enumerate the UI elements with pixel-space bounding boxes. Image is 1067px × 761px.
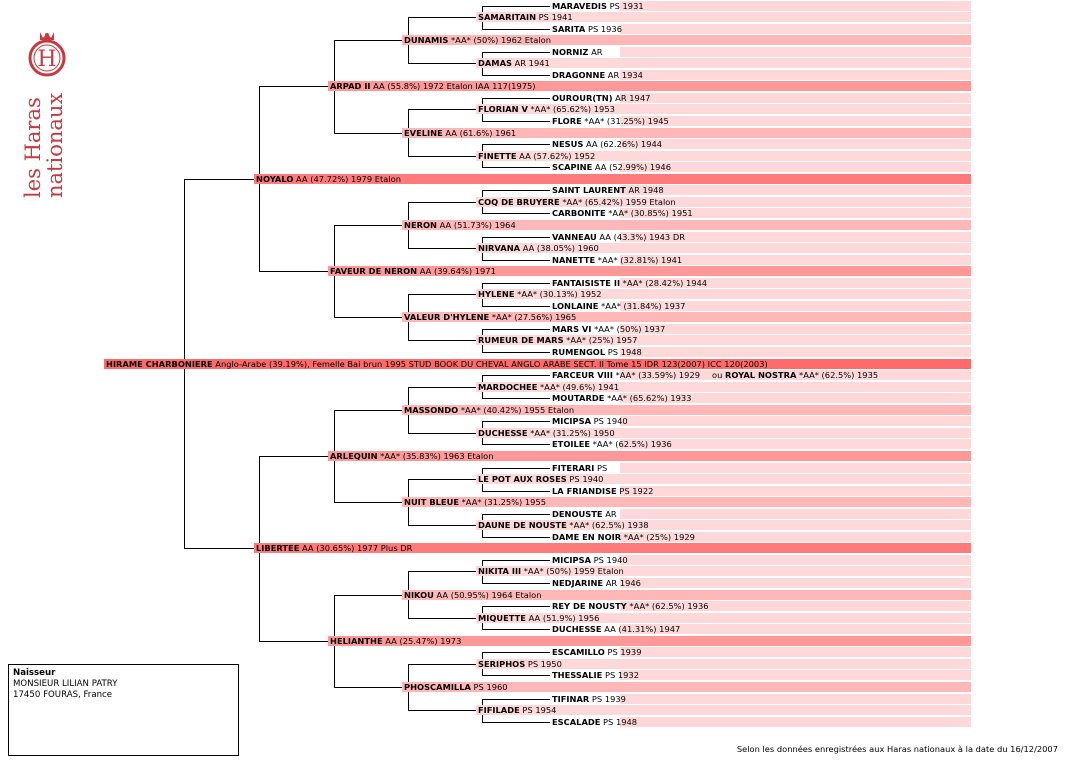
horse-bar-dsdsd bbox=[620, 486, 971, 496]
horse-label-ddddd[interactable] bbox=[550, 716, 637, 728]
horse-name: DUCHESSE bbox=[478, 427, 528, 438]
connector-to-sire bbox=[184, 179, 254, 180]
horse-info: AA (62.26%) 1944 bbox=[583, 139, 663, 150]
alternate-sire-info: *AA* (62.5%) 1935 bbox=[796, 370, 879, 381]
horse-name: FIFILADE bbox=[478, 705, 520, 716]
connector-to-dam bbox=[482, 29, 550, 30]
horse-label-sdsdd[interactable] bbox=[550, 254, 682, 266]
connector-to-dam bbox=[482, 306, 550, 307]
horse-name: DRAGONNE bbox=[552, 69, 606, 80]
horse-name: MARAVEDIS bbox=[552, 0, 607, 11]
horse-bar-dddsd bbox=[620, 670, 971, 680]
horse-label-s[interactable] bbox=[254, 173, 401, 185]
horse-label-ddssd[interactable] bbox=[550, 577, 641, 589]
horse-label-sds[interactable] bbox=[402, 219, 516, 231]
horse-bar-ddddd bbox=[620, 717, 971, 727]
horse-name: VANNEAU bbox=[552, 231, 597, 242]
horse-info: PS 1948 bbox=[605, 347, 642, 357]
horse-info: Anglo-Arabe (39.19%), Femelle Bai brun 1995 STUD BOOK DU CHEVAL ANGLO ARABE SECT. II Tome 15 IDR 123(2007) ICC 120(2003) bbox=[212, 358, 768, 369]
horse-info: PS 1940 bbox=[566, 474, 604, 485]
horse-name: FLORE bbox=[552, 116, 582, 126]
horse-name: REY DE NOUSTY bbox=[552, 601, 627, 612]
connector-to-sire bbox=[482, 52, 550, 53]
connector-to-sire bbox=[482, 560, 550, 561]
horse-name: PHOSCAMILLA bbox=[404, 681, 471, 692]
horse-label-ssds[interactable] bbox=[476, 103, 615, 115]
horse-name: HIRAME CHARBONIERE bbox=[106, 358, 213, 369]
horse-name: MIQUETTE bbox=[478, 612, 526, 623]
horse-info: AR 1947 bbox=[612, 92, 651, 103]
connector-to-dam bbox=[259, 271, 328, 272]
connector-to-dam bbox=[482, 213, 550, 214]
horse-info: AA (57.62%) 1952 bbox=[516, 150, 596, 161]
horse-bar-sssss bbox=[620, 1, 971, 11]
connector-to-dam bbox=[408, 710, 476, 711]
horse-info: *AA* (33.59%) 1929 bbox=[612, 370, 701, 381]
horse-bar-dssds bbox=[620, 416, 971, 426]
horse-bar-ddsss bbox=[620, 555, 971, 565]
logo-line-2: nationaux bbox=[43, 92, 67, 198]
horse-info: AA (38.05%) 1960 bbox=[520, 243, 599, 254]
horse-label-dsssd[interactable] bbox=[550, 392, 691, 404]
horse-name: DUCHESSE bbox=[552, 624, 602, 635]
horse-label-sdddd[interactable] bbox=[550, 346, 642, 358]
horse-info: PS 1960 bbox=[470, 681, 508, 692]
horse-info: PS 1939 bbox=[604, 647, 642, 658]
horse-name: VALEUR D'HYLENE bbox=[404, 312, 490, 323]
connector-to-dam bbox=[408, 340, 476, 341]
horse-label-ss[interactable] bbox=[328, 80, 536, 92]
connector-to-sire bbox=[408, 294, 476, 295]
horse-info: *AA* (62.5%) 1936 bbox=[590, 439, 672, 450]
horse-name: LA FRIANDISE bbox=[552, 485, 617, 496]
horse-label-sdsd[interactable] bbox=[476, 242, 599, 254]
connector-to-sire bbox=[408, 387, 476, 388]
horse-info: PS 1950 bbox=[525, 658, 562, 669]
horse-name: NIRVANA bbox=[478, 243, 521, 254]
horse-info: *AA* (31.25%) 1955 bbox=[459, 497, 547, 508]
horse-name: SARITA bbox=[552, 23, 586, 34]
alternate-sire-prefix: ou bbox=[712, 370, 725, 381]
horse-bar-dddds bbox=[620, 694, 971, 704]
horse-name: FAVEUR DE NERON bbox=[330, 266, 418, 277]
horse-info: AA (30.65%) 1977 Plus DR bbox=[299, 543, 413, 554]
horse-label-sdss[interactable] bbox=[476, 196, 676, 208]
breeder-address: 17450 FOURAS, France bbox=[13, 690, 113, 700]
horse-bar-sdsss bbox=[620, 185, 971, 195]
horse-label-dsdss[interactable] bbox=[550, 462, 607, 474]
connector-to-dam bbox=[482, 722, 550, 723]
horse-label-dd[interactable] bbox=[328, 635, 461, 647]
horse-info: PS 1940 bbox=[591, 554, 628, 565]
connector-to-sire bbox=[259, 456, 328, 457]
connector-to-dam bbox=[408, 433, 476, 434]
horse-bar-dssdd bbox=[620, 439, 971, 449]
horse-label-ddds[interactable] bbox=[476, 658, 562, 670]
horse-info: AA (47.72%) 1979 Etalon bbox=[293, 173, 401, 184]
horse-label-sdssd[interactable] bbox=[550, 207, 693, 219]
horse-info: PS 1936 bbox=[585, 23, 622, 34]
connector-to-dam bbox=[408, 618, 476, 619]
horse-label-sssds[interactable] bbox=[550, 46, 603, 58]
horse-label-d[interactable] bbox=[254, 542, 412, 554]
horse-name: MARDOCHEE bbox=[478, 381, 538, 392]
horse-bar-ddssd bbox=[620, 578, 971, 588]
horse-info: AA (50.95%) 1964 Etalon bbox=[433, 589, 542, 600]
horse-name: ESCALADE bbox=[552, 716, 601, 727]
horse-label-sdsss[interactable] bbox=[550, 184, 664, 196]
connector-to-sire bbox=[482, 283, 550, 284]
horse-name: FITERARI bbox=[552, 462, 595, 473]
data-source-footer: Selon les données enregistrées aux Haras nationaux à la date du 16/12/2007 bbox=[736, 744, 1058, 754]
horse-bar-sdddd bbox=[620, 347, 971, 357]
connector-to-dam bbox=[408, 525, 476, 526]
logo-letter: H bbox=[37, 47, 57, 72]
connector-to-sire bbox=[334, 595, 402, 596]
horse-label-dsdds[interactable] bbox=[550, 508, 617, 520]
horse-label-ssdd[interactable] bbox=[476, 150, 595, 162]
connector-to-sire bbox=[408, 664, 476, 665]
horse-name: ARLEQUIN bbox=[330, 450, 378, 461]
horse-info: AR 1934 bbox=[605, 69, 643, 80]
alternate-sire-name: ROYAL NOSTRA bbox=[725, 370, 797, 381]
horse-name: DUNAMIS bbox=[404, 35, 449, 46]
horse-info: *AA* (65.62%) 1933 bbox=[604, 393, 692, 404]
horse-name: FINETTE bbox=[478, 150, 517, 161]
horse-name: NUIT BLEUE bbox=[404, 497, 459, 508]
horse-label-sssdd[interactable] bbox=[550, 69, 643, 81]
connector-to-sire bbox=[482, 375, 550, 376]
horse-name: FARCEUR VIII bbox=[552, 370, 613, 381]
horse-bar-ssssd bbox=[620, 24, 971, 34]
connector-to-dam bbox=[482, 260, 550, 261]
horse-label-dddsd[interactable] bbox=[550, 669, 639, 681]
breeder-box bbox=[8, 664, 239, 756]
connector-to-sire bbox=[482, 468, 550, 469]
horse-label-dsds[interactable] bbox=[476, 473, 603, 485]
horse-info: AA (55.8%) 1972 Etalon IAA 117(1975) bbox=[370, 81, 536, 92]
horse-name: NIKOU bbox=[404, 589, 434, 600]
horse-info: *AA* (62.5%) 1938 bbox=[566, 520, 649, 531]
horse-info: *AA* (31.84%) 1937 bbox=[598, 300, 686, 311]
horse-name: ETOILEE bbox=[552, 439, 591, 450]
horse-info: *AA* (40.42%) 1955 Etalon bbox=[458, 404, 575, 415]
connector-to-sire bbox=[482, 237, 550, 238]
horse-name: MARS VI bbox=[552, 323, 592, 334]
horse-bar-dsdss bbox=[620, 463, 971, 473]
horse-label-ddsdd[interactable] bbox=[550, 623, 680, 635]
horse-info: AR 1946 bbox=[603, 578, 641, 588]
horse-name: DENOUSTE bbox=[552, 508, 603, 519]
horse-info: *AA* (65.62%) 1953 bbox=[527, 104, 615, 115]
connector-to-dam bbox=[482, 398, 550, 399]
connector-to-dam bbox=[334, 687, 402, 688]
horse-label-sss[interactable] bbox=[402, 34, 551, 46]
horse-info: AA (41.31%) 1947 bbox=[601, 624, 681, 635]
horse-info: *AA* (28.42%) 1944 bbox=[620, 277, 708, 288]
connector-to-sire bbox=[334, 40, 402, 41]
connector-to-sire bbox=[408, 109, 476, 110]
horse-name: ESCAMILLO bbox=[552, 647, 605, 658]
horse-label-ds[interactable] bbox=[328, 450, 493, 462]
horse-label-ddss[interactable] bbox=[476, 565, 624, 577]
connector-to-sire bbox=[334, 410, 402, 411]
connector-to-dam bbox=[482, 491, 550, 492]
connector-to-sire bbox=[259, 86, 328, 87]
horse-name: EVELINE bbox=[404, 127, 443, 138]
horse-name: NESUS bbox=[552, 139, 584, 150]
horse-label-dsss[interactable] bbox=[476, 381, 619, 393]
connector-to-dam bbox=[334, 502, 402, 503]
horse-info: *AA* (35.83%) 1963 Etalon bbox=[377, 450, 494, 461]
horse-info: AA (61.6%) 1961 bbox=[442, 127, 517, 138]
horse-info: *AA* (30.13%) 1952 bbox=[514, 289, 602, 300]
horse-label-sssd[interactable] bbox=[476, 57, 550, 69]
connector-to-sire bbox=[482, 514, 550, 515]
connector-to-sire bbox=[482, 6, 550, 7]
horse-info: *AA* (50%) 1962 Etalon bbox=[448, 35, 551, 46]
connector-to-dam bbox=[334, 133, 402, 134]
horse-info: PS 1939 bbox=[589, 693, 626, 704]
horse-label-sdd[interactable] bbox=[402, 311, 576, 323]
horse-bar-ssdds bbox=[620, 139, 971, 149]
horse-info: AA (52.99%) 1946 bbox=[592, 162, 671, 173]
horse-label-ddsds[interactable] bbox=[550, 600, 709, 612]
horse-label-sdsds[interactable] bbox=[550, 231, 685, 243]
breeder-name: MONSIEUR LILIAN PATRY bbox=[13, 679, 118, 689]
horse-info: AA (51.9%) 1956 bbox=[525, 612, 600, 623]
horse-info: PS 1932 bbox=[602, 670, 639, 681]
horse-label-dsd[interactable] bbox=[402, 496, 546, 508]
logo-line-1: les Haras bbox=[21, 97, 45, 198]
horse-label-root[interactable] bbox=[104, 358, 768, 370]
horse-name: HYLENE bbox=[478, 289, 515, 300]
horse-name: SCAPINE bbox=[552, 162, 593, 173]
connector-to-dam bbox=[334, 317, 402, 318]
horse-info: AR 1948 bbox=[625, 185, 664, 196]
horse-name: NIKITA III bbox=[478, 566, 522, 577]
horse-info: *AA* (62.5%) 1936 bbox=[626, 601, 709, 612]
connector-to-dam bbox=[482, 675, 550, 676]
horse-bar-ssddd bbox=[620, 162, 971, 172]
horse-name: NEDJARINE bbox=[552, 578, 604, 588]
horse-name: MICIPSA bbox=[552, 554, 591, 565]
connector-to-sire bbox=[482, 144, 550, 145]
horse-name: MASSONDO bbox=[404, 404, 459, 415]
horse-name: LIBERTEE bbox=[256, 543, 300, 554]
horse-name: DAME EN NOIR bbox=[552, 531, 622, 542]
horse-info: AA (39.64%) 1971 bbox=[417, 266, 496, 277]
horse-name: TIFINAR bbox=[552, 693, 590, 704]
horse-name: MOUTARDE bbox=[552, 393, 605, 404]
horse-label-sssss[interactable] bbox=[550, 0, 644, 12]
horse-name: NOYALO bbox=[256, 173, 294, 184]
horse-label-ddd[interactable] bbox=[402, 681, 508, 693]
horse-label-ddsss[interactable] bbox=[550, 554, 628, 566]
horse-info: *AA* (32.81%) 1941 bbox=[595, 254, 683, 265]
connector-to-dam bbox=[184, 548, 254, 549]
connector-to-sire bbox=[482, 652, 550, 653]
horse-name: FLORIAN V bbox=[478, 104, 528, 115]
connector-to-dam bbox=[482, 167, 550, 168]
horse-name: OUROUR(TN) bbox=[552, 92, 613, 103]
connector-to-sire bbox=[482, 606, 550, 607]
horse-label-ssdds[interactable] bbox=[550, 138, 662, 150]
horse-label-sddds[interactable] bbox=[550, 323, 665, 335]
horse-bar-sssds bbox=[620, 47, 971, 57]
horse-name: SAINT LAURENT bbox=[552, 185, 626, 196]
connector-to-dam bbox=[408, 63, 476, 64]
horse-info: AA (43.3%) 1943 DR bbox=[596, 231, 685, 242]
connector-to-sire bbox=[408, 571, 476, 572]
horse-name: ARPAD II bbox=[330, 81, 371, 92]
horse-label-sd[interactable] bbox=[328, 265, 496, 277]
horse-name: SERIPHOS bbox=[478, 658, 526, 669]
horse-info: *AA* (31.25%) 1950 bbox=[527, 427, 615, 438]
connector-to-dam bbox=[482, 352, 550, 353]
connector-to-dam bbox=[482, 444, 550, 445]
horse-label-dddds[interactable] bbox=[550, 693, 626, 705]
horse-name: NORNIZ bbox=[552, 46, 589, 57]
horse-name: LE POT AUX ROSES bbox=[478, 474, 567, 485]
horse-info: *AA* (25%) 1929 bbox=[621, 531, 695, 542]
horse-label-dsdsd[interactable] bbox=[550, 485, 653, 497]
connector-to-sire bbox=[482, 98, 550, 99]
horse-info: *AA* (30.85%) 1951 bbox=[605, 208, 693, 219]
breeder-title: Naisseur bbox=[13, 668, 56, 678]
horse-label-sdds[interactable] bbox=[476, 288, 602, 300]
horse-label-dssss[interactable] bbox=[550, 369, 878, 381]
horse-info: AR bbox=[602, 508, 617, 519]
horse-name: RUMENGOL bbox=[552, 347, 606, 357]
connector-to-sire bbox=[482, 421, 550, 422]
connector-to-sire bbox=[334, 225, 402, 226]
horse-name: DAMAS bbox=[478, 58, 512, 69]
horse-label-ssssd[interactable] bbox=[550, 23, 622, 35]
connector-to-sire bbox=[482, 329, 550, 330]
connector-to-sire bbox=[408, 17, 476, 18]
horse-label-ssd[interactable] bbox=[402, 127, 516, 139]
horse-bar-ssdss bbox=[620, 93, 971, 103]
horse-name: NANETTE bbox=[552, 254, 596, 265]
horse-label-dssd[interactable] bbox=[476, 427, 615, 439]
horse-info: PS 1940 bbox=[591, 416, 628, 427]
connector-to-dam bbox=[259, 641, 328, 642]
horse-label-dssdd[interactable] bbox=[550, 438, 672, 450]
horse-label-ssdsd[interactable] bbox=[550, 115, 669, 127]
horse-label-ddsd[interactable] bbox=[476, 612, 599, 624]
horse-info: *AA* (50%) 1959 Etalon bbox=[521, 566, 624, 577]
connector-to-dam bbox=[482, 75, 550, 76]
horse-bar-ssdsd bbox=[620, 116, 971, 126]
horse-info: PS 1931 bbox=[606, 0, 644, 11]
horse-info: *AA* (49.6%) 1941 bbox=[537, 381, 620, 392]
horse-label-sddsd[interactable] bbox=[550, 300, 685, 312]
horse-bar-sssd bbox=[476, 58, 971, 68]
horse-label-dddd[interactable] bbox=[476, 704, 556, 716]
connector-to-dam bbox=[408, 156, 476, 157]
horse-info: AA (51.73%) 1964 bbox=[437, 219, 516, 230]
connector-to-dam bbox=[482, 629, 550, 630]
horse-label-dssds[interactable] bbox=[550, 415, 628, 427]
connector-to-sire bbox=[482, 190, 550, 191]
horse-label-ssss[interactable] bbox=[476, 11, 573, 23]
horse-label-ssdss[interactable] bbox=[550, 92, 650, 104]
horse-name: FANTAISISTE II bbox=[552, 277, 621, 288]
horse-name: SAMARITAIN bbox=[478, 12, 537, 23]
horse-info: AA (25.47%) 1973 bbox=[382, 635, 462, 646]
horse-name: COQ DE BRUYERE bbox=[478, 196, 560, 207]
horse-name: LONLAINE bbox=[552, 300, 599, 311]
horse-info: PS 1922 bbox=[616, 485, 654, 496]
horse-info: *AA* (65.42%) 1959 Etalon bbox=[559, 196, 676, 207]
horse-name: NERON bbox=[404, 219, 437, 230]
connector-to-dam bbox=[482, 537, 550, 538]
horse-label-dddss[interactable] bbox=[550, 646, 642, 658]
horse-info: AR 1941 bbox=[511, 58, 550, 69]
horse-bar-dsdds bbox=[620, 509, 971, 519]
horse-info: AR bbox=[588, 46, 603, 57]
horse-label-sddss[interactable] bbox=[550, 277, 707, 289]
horse-info: *AA* (31.25%) 1945 bbox=[581, 116, 669, 126]
horse-label-ssddd[interactable] bbox=[550, 161, 671, 173]
horse-label-dds[interactable] bbox=[402, 589, 541, 601]
horse-info: PS 1948 bbox=[600, 716, 638, 727]
horse-bar-sddds bbox=[620, 324, 971, 334]
horse-info: PS 1941 bbox=[536, 12, 573, 23]
horse-name: MICIPSA bbox=[552, 416, 591, 427]
horse-info: *AA* (27.56%) 1965 bbox=[489, 312, 577, 323]
connector-to-sire bbox=[408, 479, 476, 480]
horse-name: DAUNE DE NOUSTE bbox=[478, 520, 567, 531]
horse-info: PS bbox=[594, 462, 608, 473]
connector-to-dam bbox=[482, 121, 550, 122]
horse-bar-sssdd bbox=[620, 70, 971, 80]
horse-name: RUMEUR DE MARS bbox=[478, 335, 564, 346]
horse-info: *AA* (50%) 1937 bbox=[591, 323, 666, 334]
horse-label-dsddd[interactable] bbox=[550, 531, 695, 543]
horse-label-dsdd[interactable] bbox=[476, 519, 649, 531]
horse-name: THESSALIE bbox=[552, 670, 603, 681]
horse-name: CARBONITE bbox=[552, 208, 606, 219]
horse-name: HELIANTHE bbox=[330, 635, 383, 646]
connector-to-dam bbox=[408, 248, 476, 249]
connector-to-dam bbox=[482, 583, 550, 584]
connector-to-sire bbox=[482, 699, 550, 700]
horse-bar-dddss bbox=[620, 647, 971, 657]
horse-info: *AA* (25%) 1957 bbox=[563, 335, 638, 346]
horse-label-sddd[interactable] bbox=[476, 334, 637, 346]
horse-label-dss[interactable] bbox=[402, 404, 574, 416]
horse-info: PS 1954 bbox=[519, 705, 557, 716]
connector-to-sire bbox=[408, 202, 476, 203]
